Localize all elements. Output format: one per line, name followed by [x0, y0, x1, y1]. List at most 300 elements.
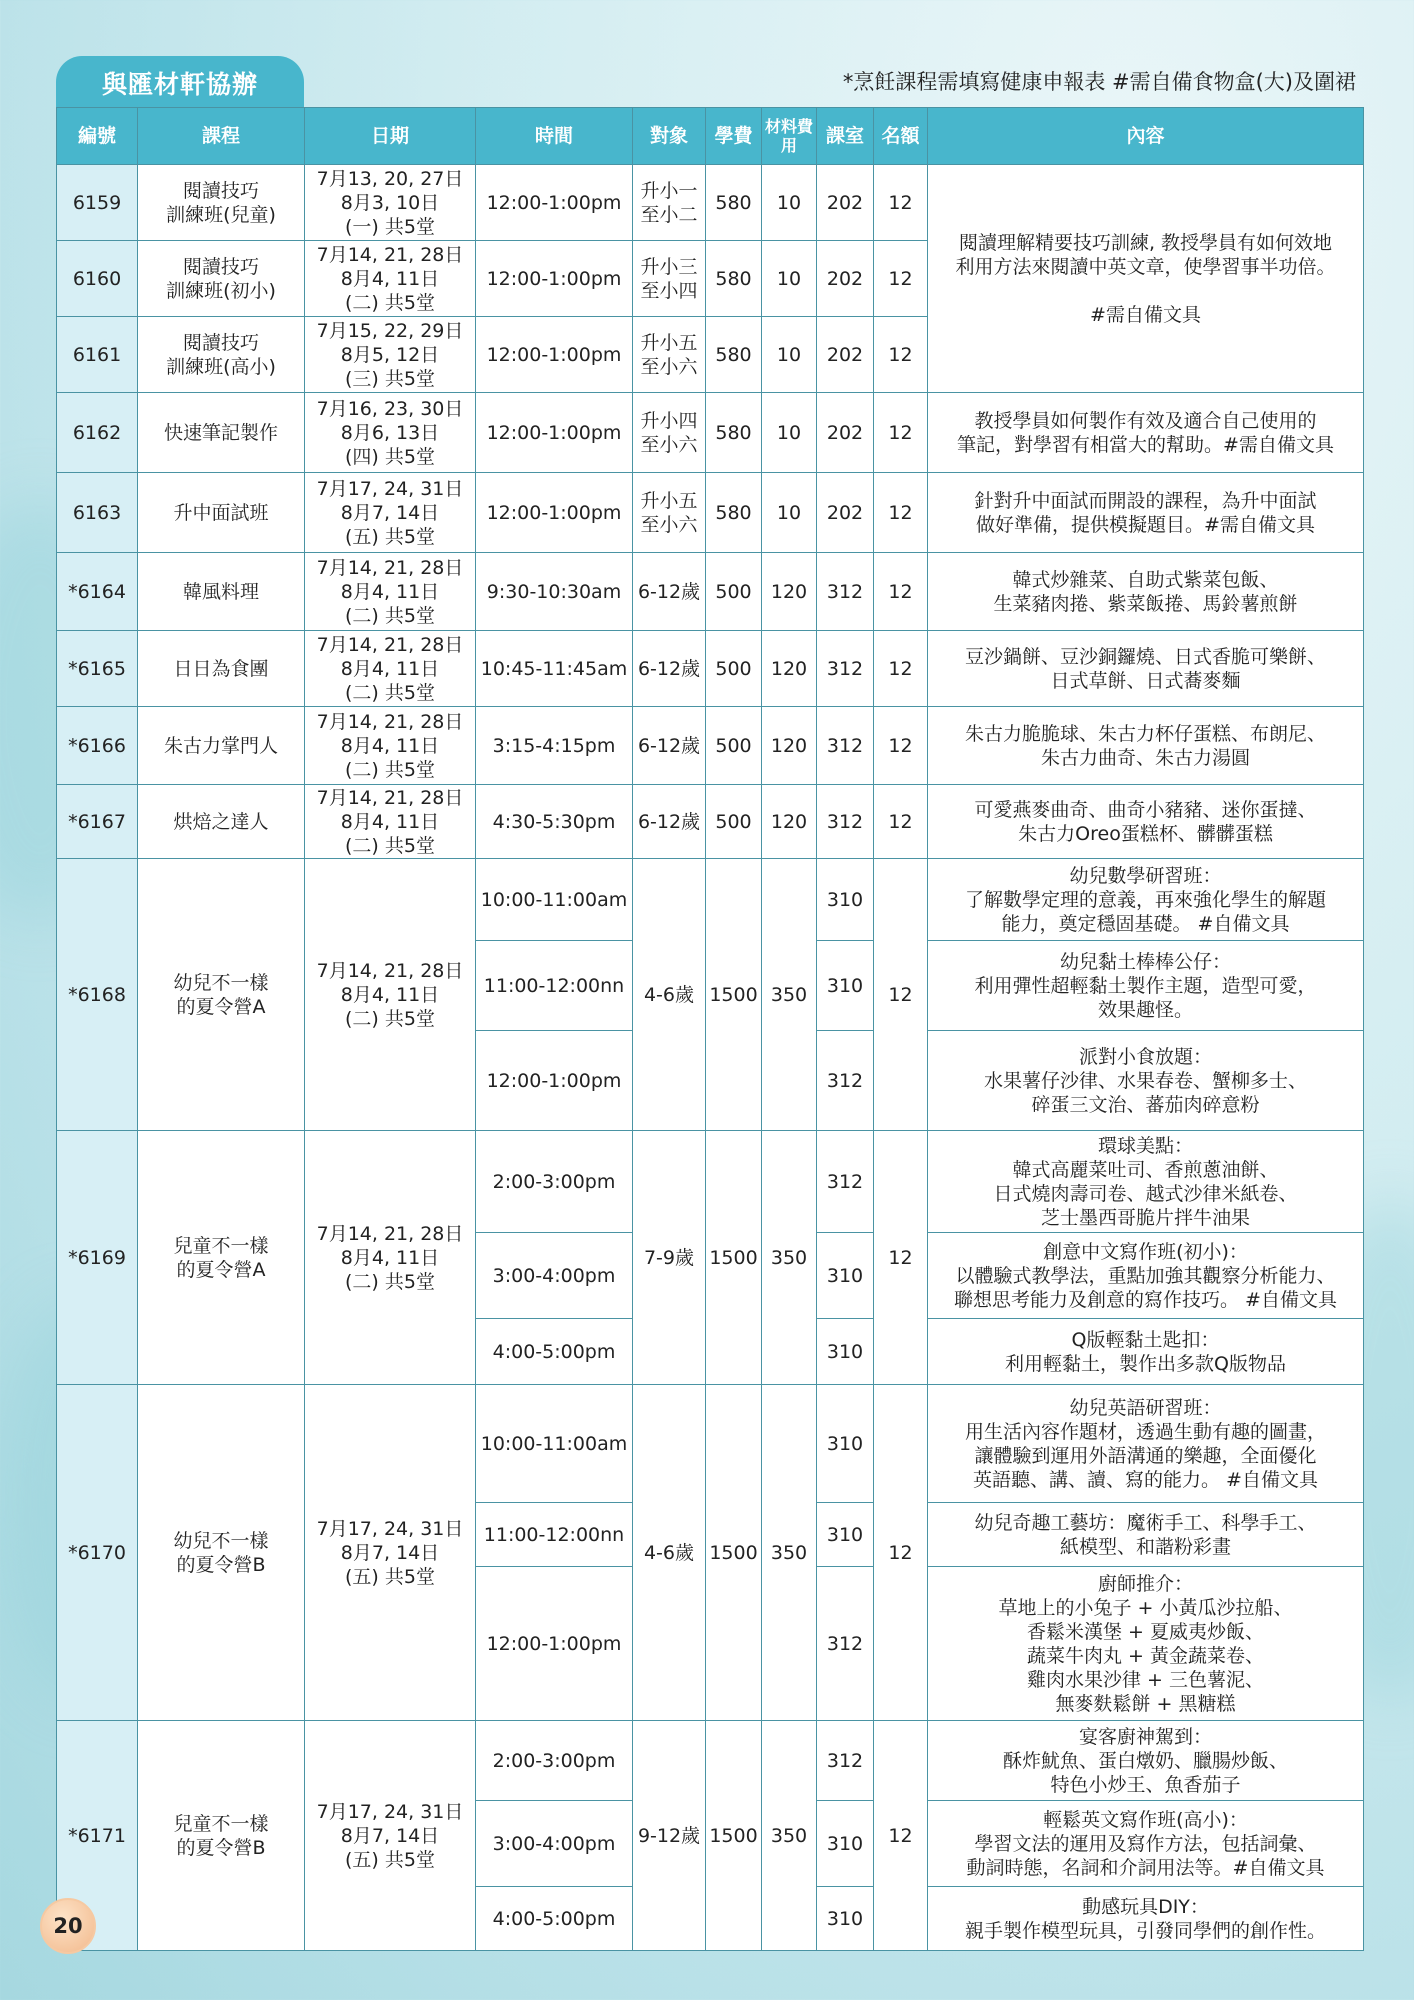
- course-fee: 1500: [706, 1721, 762, 1951]
- quota: 12: [874, 393, 928, 473]
- course-code: 6160: [57, 241, 138, 317]
- text-line: (五) 共5堂: [345, 1565, 435, 1588]
- course-time: 12:00-1:00pm: [476, 165, 633, 241]
- course-dates: [305, 241, 476, 317]
- session-description: [928, 1503, 1364, 1567]
- course-fee: 500: [706, 785, 762, 859]
- session-time: 10:00-11:00am: [476, 859, 633, 941]
- course-target: [633, 707, 706, 785]
- course-dates: [305, 393, 476, 473]
- text-line: #需自備文具: [1090, 303, 1201, 326]
- table-row: [57, 859, 1364, 941]
- course-description: [928, 393, 1364, 473]
- text-line: 讓體驗到運用外語溝通的樂趣，全面優化: [974, 1444, 1317, 1467]
- session-description: [928, 941, 1364, 1031]
- text-line: 閱讀理解精要技巧訓練, 教授學員有如何效地: [958, 231, 1333, 254]
- text-line: 7月13, 20, 27日: [316, 167, 464, 190]
- text-line: 7月14, 21, 28日: [316, 243, 464, 266]
- text-line: 輕鬆英文寫作班(高小)：: [1043, 1808, 1248, 1831]
- text-line: 8月4, 11日: [340, 810, 440, 833]
- course-description: [928, 631, 1364, 707]
- material-fee: 350: [762, 859, 817, 1131]
- course-code: *6166: [57, 707, 138, 785]
- text-line: 升中面試班: [173, 501, 269, 524]
- course-name: [138, 553, 305, 631]
- table-row: [57, 631, 1364, 707]
- course-description: [928, 785, 1364, 859]
- text-line: 教授學員如何製作有效及適合自己使用的: [974, 409, 1317, 432]
- classroom: 202: [817, 241, 874, 317]
- session-time: 4:00-5:00pm: [476, 1887, 633, 1951]
- course-target: [633, 393, 706, 473]
- course-name: [138, 473, 305, 553]
- material-fee: 120: [762, 553, 817, 631]
- classroom: 312: [817, 1131, 874, 1233]
- course-time: 10:45-11:45am: [476, 631, 633, 707]
- text-line: 訓練班(高小): [166, 355, 276, 378]
- text-line: 利用彈性超輕黏土製作主題，造型可愛，: [974, 974, 1317, 997]
- text-line: 7月14, 21, 28日: [316, 710, 464, 733]
- quota: 12: [874, 1721, 928, 1951]
- text-line: (二) 共5堂: [345, 1007, 435, 1030]
- text-line: 升小四: [640, 409, 698, 432]
- course-dates: [305, 317, 476, 393]
- text-line: 7月14, 21, 28日: [316, 786, 464, 809]
- session-description: [928, 1233, 1364, 1319]
- course-target: 4-6歲: [633, 1385, 706, 1721]
- course-code: *6168: [57, 859, 138, 1131]
- course-table: [56, 107, 1364, 1951]
- course-name: [138, 165, 305, 241]
- text-line: 8月3, 10日: [340, 191, 440, 214]
- text-line: 利用輕黏土，製作出多款Q版物品: [1005, 1352, 1286, 1375]
- text-line: 8月5, 12日: [340, 343, 440, 366]
- header-note: *烹飪課程需填寫健康申報表 #需自備食物盒(大)及圍裙: [842, 70, 1356, 94]
- course-target: 9-12歲: [633, 1721, 706, 1951]
- course-code: 6162: [57, 393, 138, 473]
- table-row: [57, 1385, 1364, 1503]
- session-time: 2:00-3:00pm: [476, 1721, 633, 1801]
- classroom: 312: [817, 631, 874, 707]
- table-row: [57, 1131, 1364, 1233]
- session-time: 10:00-11:00am: [476, 1385, 633, 1503]
- text-line: 6-12歲: [637, 657, 701, 680]
- column-header: 對象: [633, 108, 706, 165]
- material-fee: 120: [762, 785, 817, 859]
- text-line: 的夏令營B: [176, 1836, 266, 1859]
- course-name: [138, 1721, 305, 1951]
- text-line: 幼兒奇趣工藝坊：魔術手工、科學手工、: [974, 1511, 1317, 1534]
- session-description: [928, 1385, 1364, 1503]
- course-dates: [305, 1385, 476, 1721]
- classroom: 310: [817, 1233, 874, 1319]
- course-code: *6164: [57, 553, 138, 631]
- classroom: 202: [817, 393, 874, 473]
- course-target: [633, 473, 706, 553]
- text-line: 幼兒數學研習班：: [1069, 864, 1222, 887]
- page-number: 20: [40, 1898, 96, 1954]
- text-line: 針對升中面試而開設的課程，為升中面試: [974, 489, 1317, 512]
- text-line: 紙模型、和諧粉彩畫: [1059, 1535, 1231, 1558]
- course-name: [138, 241, 305, 317]
- course-target: [633, 553, 706, 631]
- course-code: 6163: [57, 473, 138, 553]
- course-target: [633, 631, 706, 707]
- session-time: 4:00-5:00pm: [476, 1319, 633, 1385]
- text-line: 生菜豬肉捲、紫菜飯捲、馬鈴薯煎餅: [993, 592, 1298, 615]
- course-dates: [305, 1721, 476, 1951]
- course-time: 12:00-1:00pm: [476, 473, 633, 553]
- column-header: 材料費用: [762, 108, 817, 165]
- text-line: 升小五: [640, 331, 698, 354]
- text-line: (二) 共5堂: [345, 834, 435, 857]
- course-name: [138, 631, 305, 707]
- text-line: 至小六: [640, 433, 698, 456]
- column-header: 時間: [476, 108, 633, 165]
- course-dates: [305, 473, 476, 553]
- text-line: 了解數學定理的意義，再來強化學生的解題: [964, 888, 1326, 911]
- table-row: [57, 553, 1364, 631]
- text-line: 烘焙之達人: [173, 810, 269, 833]
- text-line: (五) 共5堂: [345, 525, 435, 548]
- text-line: 幼兒黏土棒棒公仔：: [1059, 950, 1231, 973]
- material-fee: 350: [762, 1131, 817, 1385]
- text-line: 7月14, 21, 28日: [316, 633, 464, 656]
- text-line: 7月14, 21, 28日: [316, 556, 464, 579]
- course-dates: [305, 785, 476, 859]
- text-line: 創意中文寫作班(初小)：: [1043, 1240, 1248, 1263]
- text-line: 至小六: [640, 355, 698, 378]
- course-fee: 580: [706, 317, 762, 393]
- course-target: [633, 317, 706, 393]
- text-line: 韓式高麗菜吐司、香煎蔥油餅、: [1012, 1158, 1279, 1181]
- classroom: 310: [817, 941, 874, 1031]
- classroom: 310: [817, 859, 874, 941]
- text-line: 用生活內容作題材，透過生動有趣的圖畫，: [964, 1420, 1326, 1443]
- course-fee: 1500: [706, 859, 762, 1131]
- course-description: [928, 553, 1364, 631]
- course-description: [928, 473, 1364, 553]
- course-target: [633, 165, 706, 241]
- text-line: (一) 共5堂: [345, 215, 435, 238]
- classroom: 312: [817, 707, 874, 785]
- session-description: [928, 1887, 1364, 1951]
- text-line: 做好準備，提供模擬題目。#需自備文具: [976, 513, 1315, 536]
- text-line: 廚師推介：: [1097, 1572, 1193, 1595]
- course-dates: [305, 1131, 476, 1385]
- text-line: 8月4, 11日: [340, 983, 440, 1006]
- text-line: 的夏令營B: [176, 1553, 266, 1576]
- text-line: 草地上的小兔子 + 小黃瓜沙拉船、: [998, 1596, 1293, 1619]
- course-description: [928, 165, 1364, 393]
- course-fee: 500: [706, 707, 762, 785]
- text-line: 閱讀技巧: [182, 255, 259, 278]
- classroom: 312: [817, 1567, 874, 1721]
- course-name: [138, 1131, 305, 1385]
- session-time: 2:00-3:00pm: [476, 1131, 633, 1233]
- text-line: 聯想思考能力及創意的寫作技巧。 #自備文具: [954, 1288, 1337, 1311]
- session-description: [928, 1801, 1364, 1887]
- quota: 12: [874, 553, 928, 631]
- text-line: 利用方法來閱讀中英文章，使學習事半功倍。: [955, 255, 1336, 278]
- text-line: 幼兒英語研習班：: [1069, 1396, 1222, 1419]
- text-line: 訓練班(兒童): [166, 203, 276, 226]
- text-line: (五) 共5堂: [345, 1848, 435, 1871]
- column-header: 課室: [817, 108, 874, 165]
- course-fee: 580: [706, 473, 762, 553]
- text-line: 朱古力Oreo蛋糕杯、髒髒蛋糕: [1018, 822, 1273, 845]
- text-line: 幼兒不一樣: [173, 971, 269, 994]
- material-fee: 10: [762, 317, 817, 393]
- text-line: 8月4, 11日: [340, 1246, 440, 1269]
- course-time: 9:30-10:30am: [476, 553, 633, 631]
- text-line: 7月17, 24, 31日: [316, 477, 464, 500]
- quota: 12: [874, 1131, 928, 1385]
- session-time: 12:00-1:00pm: [476, 1031, 633, 1131]
- course-time: 12:00-1:00pm: [476, 317, 633, 393]
- table-row: [57, 473, 1364, 553]
- text-line: 6-12歲: [637, 734, 701, 757]
- quota: 12: [874, 859, 928, 1131]
- course-fee: 500: [706, 553, 762, 631]
- course-code: 6159: [57, 165, 138, 241]
- column-header: 日期: [305, 108, 476, 165]
- text-line: 7月14, 21, 28日: [316, 1222, 464, 1245]
- text-line: 朱古力曲奇、朱古力湯圓: [1040, 746, 1250, 769]
- text-line: (四) 共5堂: [345, 445, 435, 468]
- course-name: [138, 393, 305, 473]
- text-line: 8月7, 14日: [340, 1541, 440, 1564]
- quota: 12: [874, 317, 928, 393]
- text-line: 7月17, 24, 31日: [316, 1517, 464, 1540]
- quota: 12: [874, 631, 928, 707]
- course-name: [138, 859, 305, 1131]
- text-line: 以體驗式教學法，重點加強其觀察分析能力、: [955, 1264, 1336, 1287]
- table-row: [57, 165, 1364, 241]
- text-line: 6-12歲: [637, 580, 701, 603]
- text-line: 閱讀技巧: [182, 331, 259, 354]
- course-fee: 580: [706, 165, 762, 241]
- classroom: 310: [817, 1319, 874, 1385]
- text-line: 8月7, 14日: [340, 1824, 440, 1847]
- text-line: 升小五: [640, 489, 698, 512]
- text-line: 至小二: [640, 203, 698, 226]
- course-fee: 580: [706, 393, 762, 473]
- material-fee: 120: [762, 707, 817, 785]
- text-line: 動感玩具DIY：: [1082, 1895, 1209, 1918]
- text-line: 8月7, 14日: [340, 501, 440, 524]
- text-line: 英語聽、講、讀、寫的能力。 #自備文具: [973, 1468, 1318, 1491]
- course-time: 4:30-5:30pm: [476, 785, 633, 859]
- material-fee: 120: [762, 631, 817, 707]
- session-description: [928, 1031, 1364, 1131]
- column-header: 內容: [928, 108, 1364, 165]
- text-line: (二) 共5堂: [345, 758, 435, 781]
- quota: 12: [874, 241, 928, 317]
- material-fee: 10: [762, 241, 817, 317]
- text-line: 碎蛋三文治、蕃茄肉碎意粉: [1031, 1093, 1260, 1116]
- text-line: 7月17, 24, 31日: [316, 1800, 464, 1823]
- quota: 12: [874, 1385, 928, 1721]
- text-line: (二) 共5堂: [345, 604, 435, 627]
- text-line: 動詞時態，名詞和介詞用法等。#自備文具: [966, 1856, 1325, 1879]
- text-line: 韓式炒雜菜、自助式紫菜包飯、: [1012, 568, 1279, 591]
- text-line: 朱古力掌門人: [163, 734, 278, 757]
- text-line: 日式燒肉壽司卷、越式沙律米紙卷、: [993, 1182, 1298, 1205]
- text-line: 至小六: [640, 513, 698, 536]
- text-line: (三) 共5堂: [345, 367, 435, 390]
- column-header: 學費: [706, 108, 762, 165]
- course-dates: [305, 165, 476, 241]
- column-header: 課程: [138, 108, 305, 165]
- material-fee: 350: [762, 1721, 817, 1951]
- classroom: 202: [817, 317, 874, 393]
- session-description: [928, 859, 1364, 941]
- course-fee: 500: [706, 631, 762, 707]
- course-code: *6169: [57, 1131, 138, 1385]
- material-fee: 10: [762, 473, 817, 553]
- text-line: 至小四: [640, 279, 698, 302]
- quota: 12: [874, 165, 928, 241]
- text-line: 升小一: [640, 179, 698, 202]
- text-line: 升小三: [640, 255, 698, 278]
- text-line: 朱古力脆脆球、朱古力杯仔蛋糕、布朗尼、: [964, 722, 1326, 745]
- classroom: 202: [817, 165, 874, 241]
- course-dates: [305, 553, 476, 631]
- text-line: 蔬菜牛肉丸 + 黃金蔬菜卷、: [1027, 1644, 1264, 1667]
- course-code: *6171: [57, 1721, 138, 1951]
- text-line: 香鬆米漢堡 + 夏威夷炒飯、: [1027, 1620, 1264, 1643]
- course-fee: 580: [706, 241, 762, 317]
- text-line: 兒童不一樣: [173, 1234, 269, 1257]
- course-target: 4-6歲: [633, 859, 706, 1131]
- material-fee: 10: [762, 165, 817, 241]
- session-time: 11:00-12:00nn: [476, 1503, 633, 1567]
- text-line: 閱讀技巧: [182, 179, 259, 202]
- course-name: [138, 785, 305, 859]
- column-header: 編號: [57, 108, 138, 165]
- session-description: [928, 1721, 1364, 1801]
- text-line: (二) 共5堂: [345, 1270, 435, 1293]
- quota: 12: [874, 785, 928, 859]
- text-line: 派對小食放題：: [1078, 1045, 1212, 1068]
- text-line: 幼兒不一樣: [173, 1529, 269, 1552]
- classroom: 310: [817, 1385, 874, 1503]
- table-row: [57, 393, 1364, 473]
- text-line: 雞肉水果沙律 + 三色薯泥、: [1027, 1668, 1264, 1691]
- course-code: *6167: [57, 785, 138, 859]
- session-time: 12:00-1:00pm: [476, 1567, 633, 1721]
- classroom: 312: [817, 1031, 874, 1131]
- course-fee: 1500: [706, 1385, 762, 1721]
- course-code: *6170: [57, 1385, 138, 1721]
- course-description: [928, 707, 1364, 785]
- text-line: 無麥麩鬆餅 + 黑糖糕: [1055, 1692, 1236, 1715]
- classroom: 310: [817, 1887, 874, 1951]
- quota: 12: [874, 707, 928, 785]
- text-line: 宴客廚神駕到：: [1078, 1725, 1212, 1748]
- course-dates: [305, 859, 476, 1131]
- session-time: 11:00-12:00nn: [476, 941, 633, 1031]
- column-header: 名額: [874, 108, 928, 165]
- classroom: 310: [817, 1801, 874, 1887]
- text-line: 韓風料理: [182, 580, 259, 603]
- material-fee: 10: [762, 393, 817, 473]
- text-line: 芝士墨西哥脆片拌牛油果: [1040, 1206, 1250, 1229]
- text-line: (二) 共5堂: [345, 681, 435, 704]
- text-line: 8月4, 11日: [340, 267, 440, 290]
- course-dates: [305, 707, 476, 785]
- text-line: 8月4, 11日: [340, 580, 440, 603]
- session-description: [928, 1131, 1364, 1233]
- course-code: *6165: [57, 631, 138, 707]
- course-time: 12:00-1:00pm: [476, 241, 633, 317]
- classroom: 202: [817, 473, 874, 553]
- text-line: 的夏令營A: [176, 1258, 266, 1281]
- course-fee: 1500: [706, 1131, 762, 1385]
- classroom: 310: [817, 1503, 874, 1567]
- text-line: 學習文法的運用及寫作方法，包括詞彙、: [974, 1832, 1317, 1855]
- classroom: 312: [817, 553, 874, 631]
- text-line: 日日為食團: [173, 657, 269, 680]
- text-line: 豆沙鍋餅、豆沙銅鑼燒、日式香脆可樂餅、: [964, 645, 1326, 668]
- table-header-row: [57, 108, 1364, 165]
- text-line: 日式草餅、日式蕎麥麵: [1050, 669, 1241, 692]
- quota: 12: [874, 473, 928, 553]
- text-line: 親手製作模型玩具，引發同學們的創作性。: [964, 1919, 1326, 1942]
- text-line: 的夏令營A: [176, 995, 266, 1018]
- course-code: 6161: [57, 317, 138, 393]
- text-line: 8月4, 11日: [340, 734, 440, 757]
- course-name: [138, 707, 305, 785]
- classroom: 312: [817, 1721, 874, 1801]
- text-line: 兒童不一樣: [173, 1812, 269, 1835]
- table-row: [57, 707, 1364, 785]
- classroom: 312: [817, 785, 874, 859]
- course-name: [138, 1385, 305, 1721]
- text-line: 8月6, 13日: [340, 421, 440, 444]
- text-line: 筆記，對學習有相當大的幫助。#需自備文具: [957, 433, 1334, 456]
- course-target: [633, 785, 706, 859]
- text-line: 7月14, 21, 28日: [316, 959, 464, 982]
- course-dates: [305, 631, 476, 707]
- session-time: 3:00-4:00pm: [476, 1801, 633, 1887]
- table-row: [57, 1721, 1364, 1801]
- text-line: 7月15, 22, 29日: [316, 319, 464, 342]
- text-line: 能力，奠定穩固基礎。 #自備文具: [1001, 912, 1290, 935]
- section-title: 與匯材軒協辦: [56, 56, 304, 110]
- course-name: [138, 317, 305, 393]
- course-time: 3:15-4:15pm: [476, 707, 633, 785]
- session-description: [928, 1319, 1364, 1385]
- text-line: 環球美點：: [1097, 1134, 1193, 1157]
- text-line: 快速筆記製作: [163, 421, 278, 444]
- text-line: 8月4, 11日: [340, 657, 440, 680]
- text-line: [930, 279, 1361, 303]
- course-target: 7-9歲: [633, 1131, 706, 1385]
- text-line: 7月16, 23, 30日: [316, 397, 464, 420]
- text-line: 水果薯仔沙律、水果春卷、蟹柳多士、: [983, 1069, 1307, 1092]
- course-target: [633, 241, 706, 317]
- text-line: 可愛燕麥曲奇、曲奇小豬豬、迷你蛋撻、: [974, 798, 1317, 821]
- material-fee: 350: [762, 1385, 817, 1721]
- text-line: (二) 共5堂: [345, 291, 435, 314]
- text-line: 6-12歲: [637, 810, 701, 833]
- text-line: Q版輕黏土匙扣：: [1071, 1328, 1220, 1351]
- course-time: 12:00-1:00pm: [476, 393, 633, 473]
- text-line: 酥炸魷魚、蛋白燉奶、臘腸炒飯、: [1002, 1749, 1288, 1772]
- text-line: 特色小炒王、魚香茄子: [1050, 1773, 1241, 1796]
